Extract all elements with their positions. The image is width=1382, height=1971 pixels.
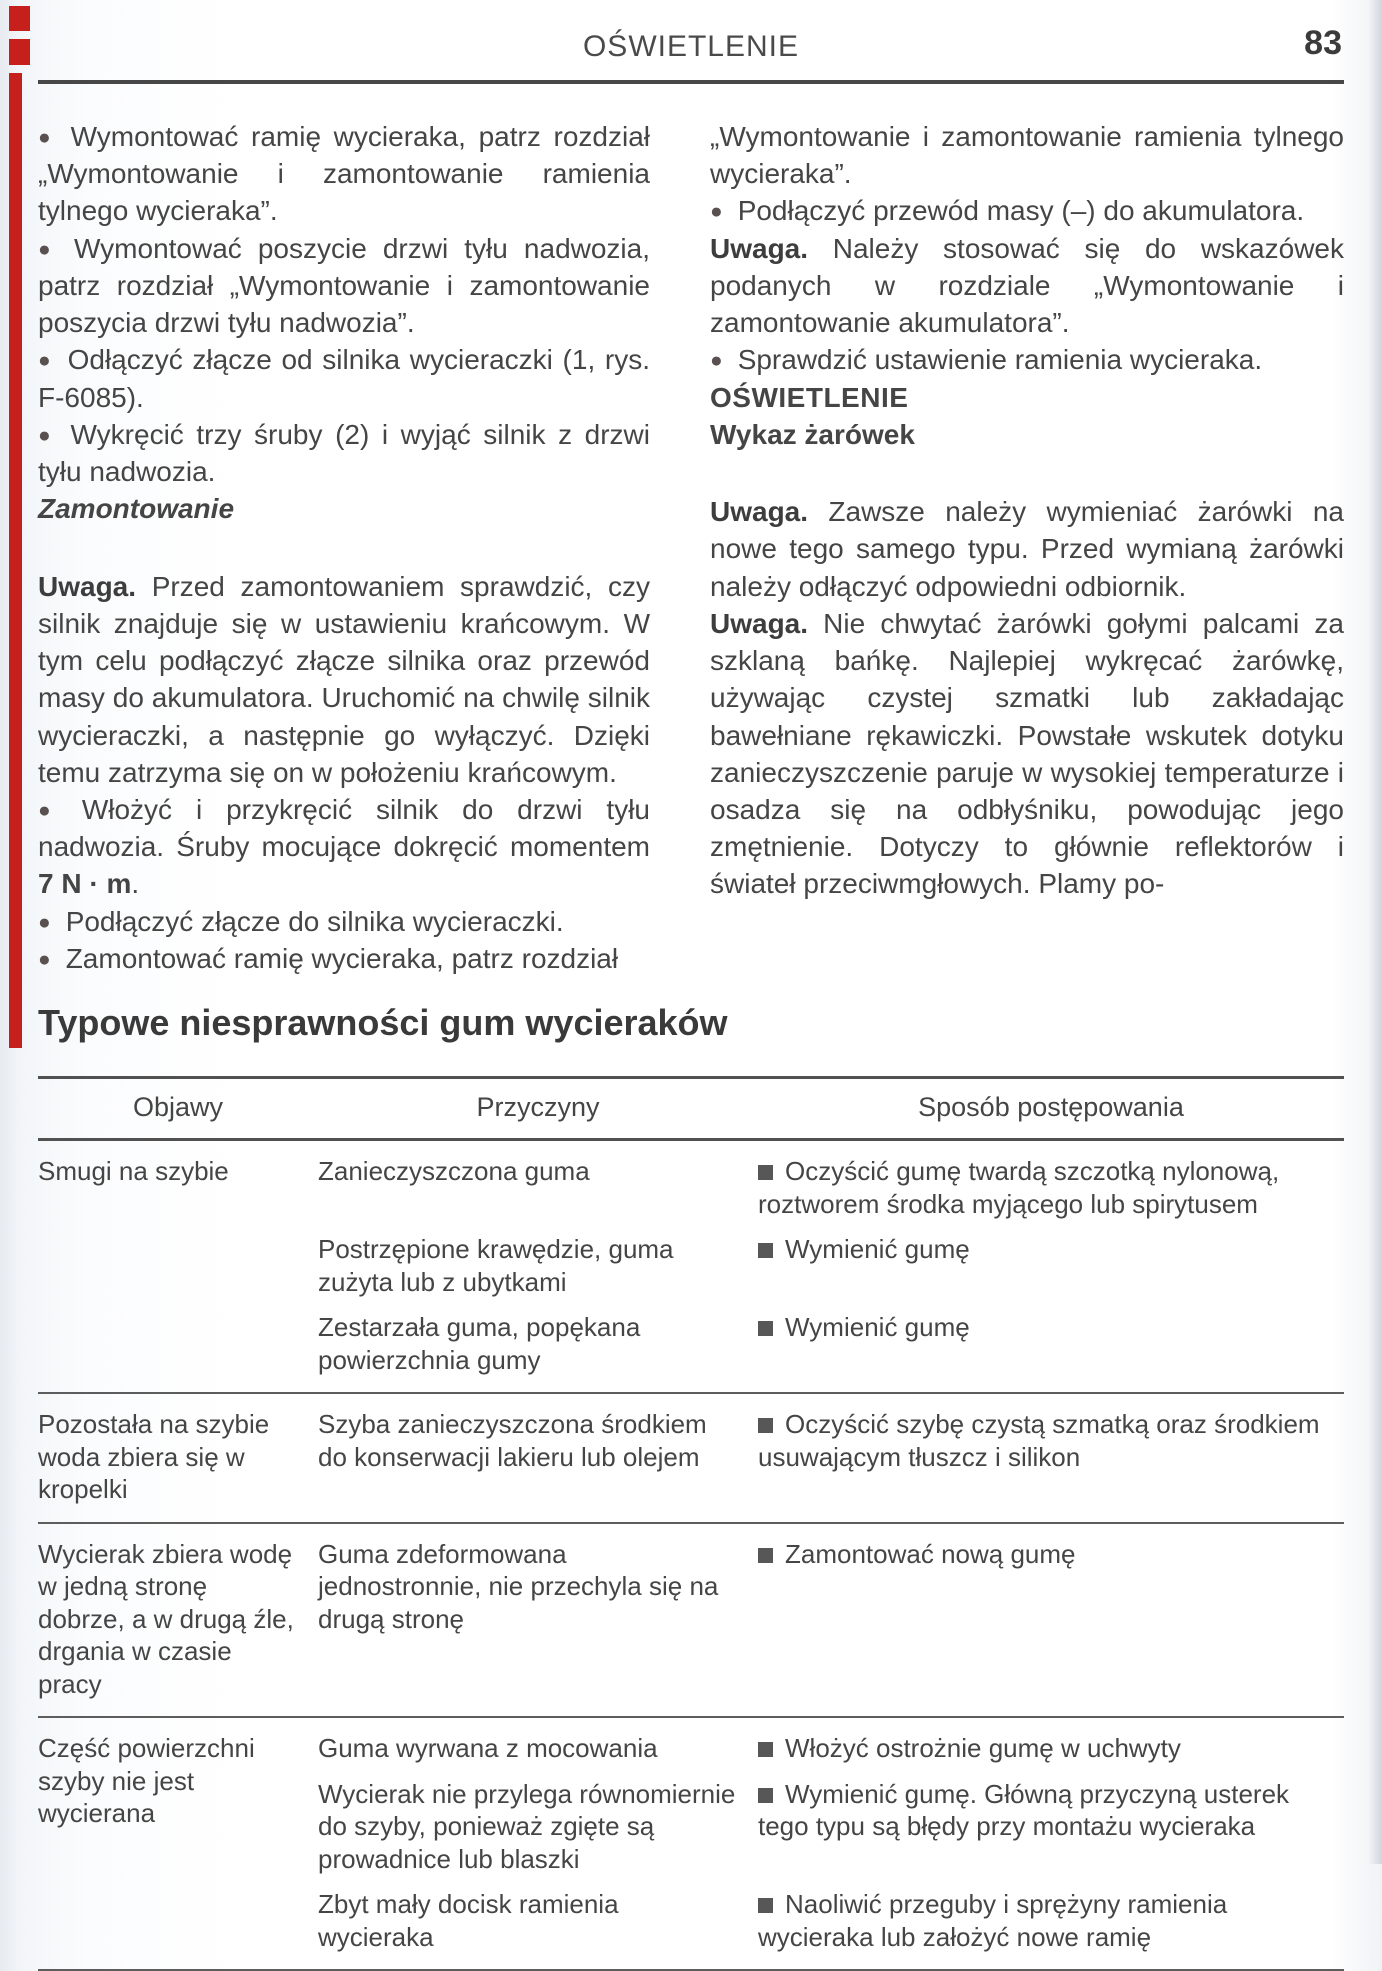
note-text: Przed zamontowaniem sprawdzić, czy silnik znajduje się w ustawieniu krańcowym. W tym celu podłączyć złącze silnika oraz przewód masy do akumulatora. Uruchomić na chwilę silnik wycieraczki, a następnie go wyłączyć. Dzięki temu zatrzyma się on w położeniu krańcowym. [38,570,650,788]
bullet-paragraph: ● Sprawdzić ustawienie ramienia wycieraka. [710,341,1344,378]
right-column [710,118,1344,977]
subheading-zamontowanie: Zamontowanie [38,493,235,525]
column-header-sposob: Sposób postępowania [918,1092,1184,1123]
bullet-paragraph: ● Wymontować ramię wycieraka, patrz rozdział „Wymontowanie i zamontowanie ramienia tylnego wycieraka”. [38,118,650,230]
cause-action-entry [318,1155,1344,1220]
table-row [38,1524,1344,1719]
page-number: 83 [1304,24,1342,62]
text-columns [38,118,1344,977]
table-row [38,1718,1344,1971]
table-header-row [38,1079,1344,1141]
bullet-paragraph: ● Odłączyć złącze od silnika wycieraczki (1, rys. F-6085). [38,341,650,415]
action-cell: Wymienić gumę [758,1233,1344,1298]
red-edge-mark-second [9,39,30,65]
symptom-cell: Pozostała na szybie woda zbiera się w kropelki [38,1409,270,1505]
cause-action-entry [318,1311,1344,1376]
cause-cell: Zestarzała guma, popękana powierzchnia gumy [318,1312,641,1375]
red-edge-mark-top [9,6,30,31]
table-title: Typowe niesprawności gum wycieraków [38,1002,728,1044]
table-row [38,1141,1344,1394]
table-row [38,1394,1344,1524]
note-lead: Uwaga. [710,496,809,528]
note-paragraph [38,568,650,791]
note-paragraph [710,493,1344,605]
section-heading-oswietlenie: OŚWIETLENIE [710,381,909,413]
cause-action-entry [318,1732,1344,1765]
note-lead: Uwaga. [38,570,137,602]
action-cell: Naoliwić przeguby i sprężyny ramienia wycieraka lub założyć nowe ramię [758,1888,1344,1953]
cause-action-entry [318,1538,1344,1636]
symptom-cell: Część powierzchni szyby nie jest wycierana [38,1733,255,1829]
subheading-wykaz-zarowek: Wykaz żarówek [710,418,915,450]
page-header [38,0,1344,84]
torque-text-pre: Włożyć i przykręcić silnik do drzwi tyłu nadwozia. Śruby mocujące dokręcić momentem [38,793,650,863]
cause-action-entry [318,1778,1344,1876]
note-text: Zawsze należy wymieniać żarówki na nowe tego samego typu. Przed wymianą żarówki należy odłączyć odpowiedni odbiornik. [710,496,1344,602]
bullet-paragraph: ● Podłączyć przewód masy (–) do akumulatora. [710,192,1344,229]
cause-cell: Postrzępione krawędzie, guma zużyta lub z ubytkami [318,1234,674,1297]
cause-action-entry [318,1408,1344,1473]
row-entries [318,1408,1344,1506]
note-paragraph [710,230,1344,342]
cause-cell: Guma zdeformowana jednostronnie, nie przechyla się na drugą stronę [318,1538,719,1634]
cause-action-entry [318,1233,1344,1298]
cause-action-entry [318,1888,1344,1953]
action-cell: Oczyścić gumę twardą szczotką nylonową, roztworem środka myjącego lub spirytusem [758,1155,1344,1220]
symptom-cell: Wycierak zbiera wodę w jedną stronę dobrze, a w drugą źle, drgania w czasie pracy [38,1538,294,1699]
symptom-cell: Smugi na szybie [38,1156,229,1187]
note-lead: Uwaga. [710,232,809,264]
continuation-paragraph: „Wymontowanie i zamontowanie ramienia tylnego wycieraka”. [710,121,1344,190]
action-cell: Oczyścić szybę czystą szmatką oraz środkiem usuwającym tłuszcz i silikon [758,1408,1344,1473]
left-column [38,118,650,977]
torque-text-post: . [131,868,140,900]
bullet-paragraph: ● Wymontować poszycie drzwi tyłu nadwozia, patrz rozdział „Wymontowanie i zamontowanie poszycia drzwi tyłu nadwozia”. [38,230,650,342]
column-header-objawy: Objawy [132,1092,224,1123]
torque-value: 7 N · m [38,868,132,900]
action-cell: Zamontować nową gumę [758,1538,1344,1636]
cause-cell: Wycierak nie przylega równomiernie do szyby, ponieważ zgięte są prowadnice lub blaszki [318,1778,736,1874]
row-entries [318,1155,1344,1376]
cause-cell: Zanieczyszczona guma [318,1156,590,1187]
red-edge-bar [9,73,22,1048]
action-cell: Wymienić gumę [758,1311,1344,1376]
column-header-przyczyny: Przyczyny [476,1092,600,1123]
bullet-paragraph: ● Wykręcić trzy śruby (2) i wyjąć silnik z drzwi tyłu nadwozia. [38,416,650,490]
row-entries [318,1732,1344,1953]
bullet-paragraph-torque [38,791,650,903]
action-cell: Włożyć ostrożnie gumę w uchwyty [758,1732,1344,1765]
note-text: Należy stosować się do wskazówek podanych w rozdziale „Wymontowanie i zamontowanie akumulatora”. [710,232,1344,339]
faults-table-section [38,1001,1344,1971]
cause-cell: Guma wyrwana z mocowania [318,1733,658,1764]
note-paragraph [710,605,1344,903]
note-text: Nie chwytać żarówki gołymi palcami za szklaną bańkę. Najlepiej wykręcać żarówkę, używając czystej szmatki lub zakładając bawełniane rękawiczki. Powstałe wskutek dotyku zanieczyszczenie paruje w wysokiej temperaturze i osadza się na odbłyśniku, powodując jego zmętnienie. Dotyczy to głównie reflektorów i świateł przeciwmgłowych. Plamy po- [710,607,1344,900]
cause-cell: Szyba zanieczyszczona środkiem do konserwacji lakieru lub olejem [318,1409,707,1472]
bullet-paragraph: ● Podłączyć złącze do silnika wycieraczki. [38,903,650,940]
note-lead: Uwaga. [710,607,809,639]
row-entries [318,1538,1344,1701]
faults-table [38,1076,1344,1971]
running-header-title: OŚWIETLENIE [582,30,800,63]
cause-cell: Zbyt mały docisk ramienia wycieraka [318,1889,619,1952]
bullet-paragraph: ● Zamontować ramię wycieraka, patrz rozdział [38,940,650,977]
action-cell: Wymienić gumę. Główną przyczyną usterek tego typu są błędy przy montażu wycieraka [758,1778,1344,1876]
